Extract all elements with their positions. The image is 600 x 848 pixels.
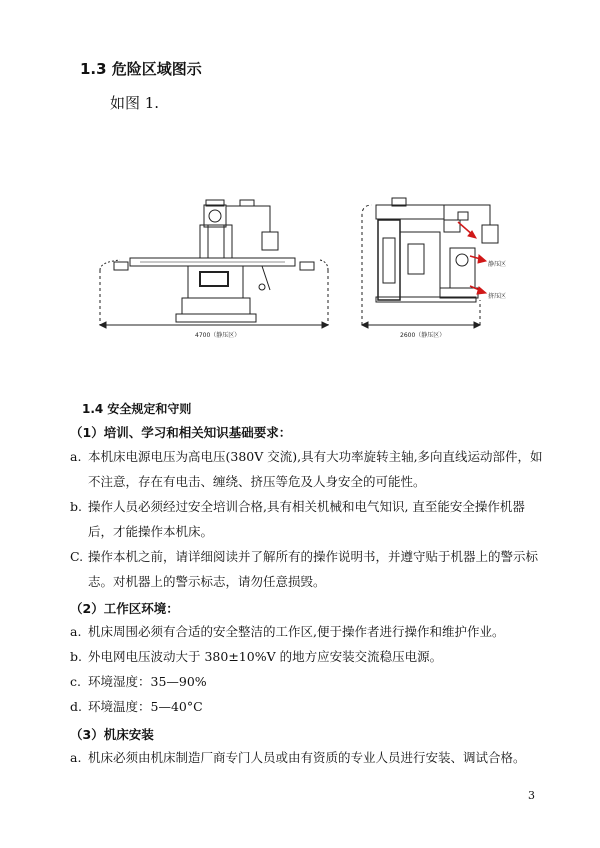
item-text: 外电网电压波动大于 380±10%V 的地方应安装交流稳压电源。: [88, 649, 443, 664]
section-title-1-4: 1.4 安全规定和守则: [82, 402, 192, 416]
item-label: d.: [70, 699, 82, 714]
zone-label-lower: 挤压区: [488, 293, 507, 300]
figure-reference: 如图 1.: [110, 94, 160, 112]
front-view: [100, 200, 328, 328]
item-label: a.: [70, 449, 82, 464]
list-item: [70, 544, 538, 594]
item-label: a.: [70, 624, 82, 639]
item-text-continued: 后，才能操作本机床。: [88, 524, 214, 539]
item-label: C.: [70, 549, 84, 564]
list-item: [70, 619, 504, 644]
zone-label-upper: 静压区: [488, 261, 507, 268]
item-label: a.: [70, 750, 82, 765]
item-text: 本机床电源电压为高电压(380V 交流),具有大功率旋转主轴,多向直线运动部件，如: [88, 449, 543, 464]
danger-zone-figure: [90, 185, 510, 345]
list-item: [70, 444, 543, 494]
item-text: 机床必须由机床制造厂商专门人员或由有资质的专业人员进行安装、调试合格。: [88, 750, 526, 765]
list-item: [70, 644, 442, 669]
side-depth-label: 2600（静压区）: [400, 332, 446, 339]
item-text: 操作本机之前，请详细阅读并了解所有的操作说明书，并遵守贴于机器上的警示标: [88, 549, 539, 564]
list-item: [70, 694, 203, 719]
page-number: 3: [528, 789, 535, 802]
item-label: b.: [70, 499, 82, 514]
item-label: c.: [70, 674, 81, 689]
subsection-heading-1: （1）培训、学习和相关知识基础要求：: [70, 425, 292, 440]
item-text: 环境湿度：35—90%: [88, 674, 207, 689]
front-width-label: 4700（静压区）: [195, 332, 241, 339]
item-text: 机床周围必须有合适的安全整洁的工作区,便于操作者进行操作和维护作业。: [88, 624, 505, 639]
subsection-heading-3: （3）机床安装: [70, 727, 154, 742]
list-item: [70, 745, 526, 770]
subsection-heading-2: （2）工作区环境：: [70, 601, 179, 616]
section-title-1-3: 1.3 危险区域图示: [80, 60, 202, 78]
item-text: 环境温度：5—40°C: [88, 699, 203, 714]
item-text-continued: 不注意，存在有电击、缠绕、挤压等危及人身安全的可能性。: [88, 474, 426, 489]
list-item: [70, 494, 525, 544]
list-item: [70, 669, 207, 694]
item-text-continued: 志。对机器上的警示标志，请勿任意损毁。: [88, 574, 326, 589]
item-label: b.: [70, 649, 82, 664]
item-text: 操作人员必须经过安全培训合格,具有相关机械和电气知识, 直至能安全操作机器: [88, 499, 525, 514]
